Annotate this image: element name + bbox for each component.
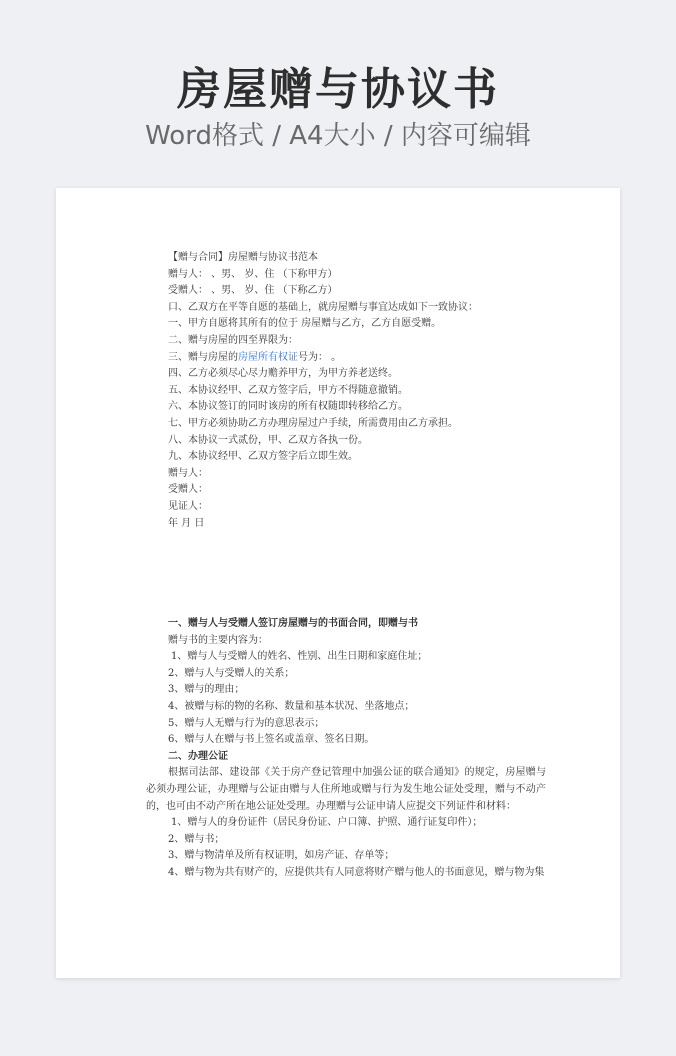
notes-section [146, 616, 546, 882]
header-banner [0, 0, 676, 180]
contract-heading: 【赠与合同】房屋赠与协议书范本 [168, 252, 318, 263]
clause-5: 五、本协议经甲、乙双方签字后，甲方不得随意撤销。 [168, 384, 408, 396]
notes-item-2: 2、赠与人与受赠人的关系； [168, 667, 295, 679]
clause-6: 六、本协议签订的同时该房的所有权随即转移给乙方。 [168, 401, 408, 413]
clause-4: 四、乙方必须尽心尽力赡养甲方，为甲方养老送终。 [168, 368, 398, 380]
clause-3-suffix: 号为： 。 [298, 351, 342, 363]
page-subtitle: Word格式 / A4大小 / 内容可编辑 [145, 121, 531, 151]
page-title: 房屋赠与协议书 [177, 64, 499, 115]
signature-donor: 赠与人： [168, 467, 208, 479]
clause-8: 八、本协议一式贰份，甲、乙双方各执一份。 [168, 434, 368, 446]
document-page [56, 188, 620, 978]
clause-9: 九、本协议经甲、乙双方签字后立即生效。 [168, 451, 358, 463]
notes-heading-1: 一、赠与人与受赠人签订房屋赠与的书面合同，即赠与书 [168, 618, 418, 629]
donor-line: 赠与人： 、男、 岁、住 （下称甲方） [168, 268, 338, 280]
clause-3-prefix: 三、赠与房屋的 [168, 351, 238, 363]
signature-witness: 见证人： [168, 500, 208, 512]
notes-item-5: 5、赠与人无赠与行为的意思表示； [168, 717, 325, 729]
clause-7: 七、甲方必须协助乙方办理房屋过户手续，所需费用由乙方承担。 [168, 417, 458, 429]
signature-donee: 受赠人： [168, 484, 208, 496]
documents-item-1: 1、赠与人的身份证件（居民身份证、户口簿、护照、通行证复印件）； [171, 817, 483, 829]
notes-heading-2: 二、办理公证 [168, 750, 228, 762]
documents-item-3: 3、赠与物清单及所有权证明，如房产证、存单等； [168, 850, 395, 862]
notes-item-1: 1、赠与人与受赠人的姓名、性别、出生日期和家庭住址； [171, 651, 428, 663]
clause-3 [168, 350, 588, 367]
intro-line: 口、乙双方在平等自愿的基础上，就房屋赠与事宜达成如下一致协议： [168, 301, 478, 313]
clause-2: 二、赠与房屋的四至界限为： [168, 334, 298, 346]
notes-item-4: 4、被赠与标的物的名称、数量和基本状况、坐落地点； [168, 700, 415, 712]
documents-item-2: 2、赠与书； [168, 833, 225, 845]
donee-line: 受赠人： 、男、 岁、住 （下称乙方） [168, 285, 338, 297]
notes-paragraph-1: 赠与书的主要内容为： [168, 634, 268, 646]
signature-date: 年 月 日 [168, 517, 205, 529]
property-certificate-link[interactable]: 房屋所有权证 [238, 351, 298, 363]
notes-item-3: 3、赠与的理由； [168, 684, 245, 696]
documents-item-4: 4、赠与物为共有财产的，应提供共有人同意将财产赠与他人的书面意见，赠与物为集 [168, 866, 545, 878]
contract-section [168, 250, 588, 532]
notes-item-6: 6、赠与人在赠与书上签名或盖章、签名日期。 [168, 734, 375, 746]
notes-paragraph-2: 根据司法部、建设部《关于房产登记管理中加强公证的联合通知》的规定，房屋赠与必须办理公证，办理赠与公证由赠与人住所地或赠与行为发生地公证处受理，赠与不动产的，也可由不动产所在地公证处受理。办理赠与公证申请人应提交下列证件和材料： [146, 767, 546, 812]
clause-1: 一、甲方自愿将其所有的位于 房屋赠与乙方，乙方自愿受赠。 [168, 318, 442, 330]
